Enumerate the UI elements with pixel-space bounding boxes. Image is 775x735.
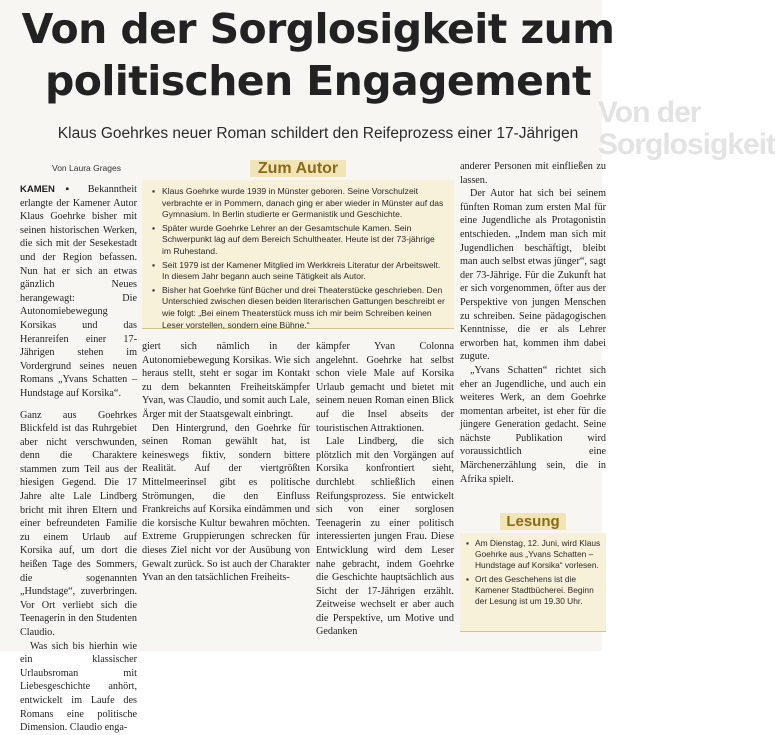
paragraph: Den Hintergrund, den Goehrke für seinen Roman gewählt hat, ist keineswegs fiktiv, sondern bittere Realität. Auf der viertgrößten Mittelmeerinsel gibt es politische Strömungen, die den Einfluss Frankreichs auf Korsika eindämmen und die korsische Kultur bewahren möchten. Extreme Gruppierungen schrecken für dieses Ziel nicht vor der Ausübung von Gewalt zurück. So ist auch der Charakter Yvan an den tatsächlichen Freiheits- [142, 422, 310, 584]
author-info-list [142, 180, 454, 331]
author-info-item: ▪ Bisher hat Goehrke fünf Bücher und drei Theaterstücke geschrieben. Den Unterschied zwischen diesen beiden literarischen Gattungen beschreibt er wie folgt: „Bei einem Theaterstück muss ich mir beim Schreiben keinen Leser vorstellen, sondern eine Bühne.“ [162, 285, 446, 331]
author-box-title [142, 160, 454, 178]
reading-info-item: ▪ Am Dienstag, 12. Juni, wird Klaus Goehrke aus „Yvans Schatten – Hundstage auf Korsika“ vorlesen. [475, 538, 602, 572]
article-column-4 [460, 160, 606, 486]
author-info-item: ▪ Klaus Goehrke wurde 1939 in Münster geboren. Seine Vorschulzeit verbrachte er in Pommern, danach ging er aber wieder in Münster auf das Gymnasium. In Berlin studierte er Germanistik und Geschichte. [162, 186, 446, 221]
author-info-item: ▪ Später wurde Goehrke Lehrer an der Gesamtschule Kamen. Sein Schwerpunkt lag auf dem Bereich Schultheater. Heute ist der 73-jährige im Ruhestand. [162, 223, 446, 258]
reading-box-title [460, 513, 606, 530]
article-column-3 [316, 340, 454, 639]
paragraph: Was sich bis hierhin wie ein klassischer Urlaubsroman mit Liebesgeschichte anhört, entwickelt im Laufe des Romans eine politische Dimension. Claudio enga- [20, 640, 137, 734]
reading-info-list [460, 533, 606, 607]
reading-box-title-text: Lesung [500, 513, 565, 530]
paragraph: anderer Personen mit einfließen zu lassen. [460, 161, 606, 186]
paragraph: Der Autor hat sich bei seinem fünften Roman zum ersten Mal für eine Jugendliche als Protagonistin entschieden. „Indem man sich mit Jugendlichen beschäftigt, bleibt man auch selbst etwas jünger“, sagt der 73-Jährige. Für die Zukunft hat er sich vorgenommen, öfter aus der Perspektive von jungen Menschen zu schreiben. Seine pädagogischen Kenntnisse, die er als Lehrer erworben hat, kommen ihm dabei zugute. [460, 188, 606, 363]
headline-line-1: Von der Sorglosigkeit zum [21, 5, 615, 53]
paragraph: KAMEN ▪ Bekanntheit erlangte der Kamener Autor Klaus Goehrke bisher mit seinen historischen Werken, die sich mit der Sesekestadt und der Region befassen. Nun hat er sich an etwas gänzlich Neues herangewagt: Die Autonomiebewegung Korsikas und das Heranreifen einer 17-Jährigen stehen im Vordergrund seines neuen Romans „Yvans Schatten – Hundstage auf Korsika“. [20, 184, 137, 399]
paragraph-text: Bekanntheit erlangte der Kamener Autor Klaus Goehrke bisher mit seinen historischen Werken, die sich mit der Sesekestadt und der Region befassen. Nun hat er sich an etwas gänzlich Neues herangewagt: Die Autonomiebewegung Korsikas und das Heranreifen einer 17-Jährigen stehen im Vordergrund seines neuen Romans „Yvans Schatten – Hundstage auf Korsika“. [20, 184, 137, 399]
reading-info-box [460, 533, 606, 632]
author-info-item: ▪ Seit 1979 ist der Kamener Mitglied im Werkkreis Literatur der Arbeitswelt. In diesem Jahr begann auch seine Tätigkeit als Autor. [162, 260, 446, 283]
author-box-title-text: Zum Autor [250, 160, 346, 177]
subheadline: Klaus Goehrkes neuer Roman schildert den Reifeprozess einer 17-Jährigen [57, 125, 579, 142]
paragraph: Lale Lindberg, die sich plötzlich mit den Vorgängen auf Korsika konfrontiert sieht, durchlebt schließlich einen Reifungsprozess. Sie entwickelt sich von einer sorglosen Teenagerin zu einer politisch interessierten jungen Frau. Diese Entwicklung wird dem Leser nahe gebracht, indem Goehrke die Geschichte hauptsächlich aus Sicht der 17-Jährigen erzählt. Zeitweise wechselt er aber auch die Perspektive, um Motive und Gedanken [316, 436, 454, 638]
bleed-text: Von der [598, 96, 701, 129]
reading-info-item: ▪ Ort des Geschehens ist die Kamener Stadtbücherei. Beginn der Lesung ist um 19.30 Uhr. [475, 574, 602, 608]
dateline: KAMEN [20, 184, 55, 195]
paragraph: Ganz aus Goehrkes Blickfeld ist das Ruhrgebiet aber nicht verschwunden, denn die Charaktere stammen zum Teil aus der hiesigen Gegend. Die 17 Jahre alte Lale Lindberg bricht mit ihren Eltern und einer befreundeten Familie zu einem Urlaub auf Korsika auf, um dort die heißen Tage des Sommers, die sogenannten „Hundstage“, zuverbringen. Vor Ort verliebt sich die Teenagerin in den Studenten Claudio. [20, 409, 137, 638]
paragraph: giert sich nämlich in der Autonomiebewegung Korsikas. Wie sich heraus stellt, steht er sogar im Kontakt zu dem bekannten Freiheitskämpfer Yvan, was Claudio, und somit auch Lale, Ärger mit der Staatsgewalt einbringt. [142, 341, 310, 420]
article-column-1 [20, 183, 137, 735]
byline: Von Laura Grages [52, 163, 121, 173]
paragraph: „Yvans Schatten“ richtet sich eher an Jugendliche, und auch ein weiteres Werk, an dem Goehrke momentan arbeitet, ist eher für die jüngere Generation gedacht. Seine nächste Publikation wird voraussichtlich eine Märchenerzählung sein, die in Afrika spielt. [460, 364, 606, 485]
article-column-2 [142, 340, 310, 585]
bleed-text: Sorglosigkeit [598, 128, 775, 161]
paragraph: kämpfer Yvan Colonna angelehnt. Goehrke hat selbst schon viele Male auf Korsika Urlaub gemacht und bietet mit seinem neuen Roman einen Blick auf die Insel abseits der touristischen Attraktionen. [316, 341, 454, 434]
author-info-box [142, 180, 454, 329]
headline-line-2: politischen Engagement [45, 57, 591, 105]
